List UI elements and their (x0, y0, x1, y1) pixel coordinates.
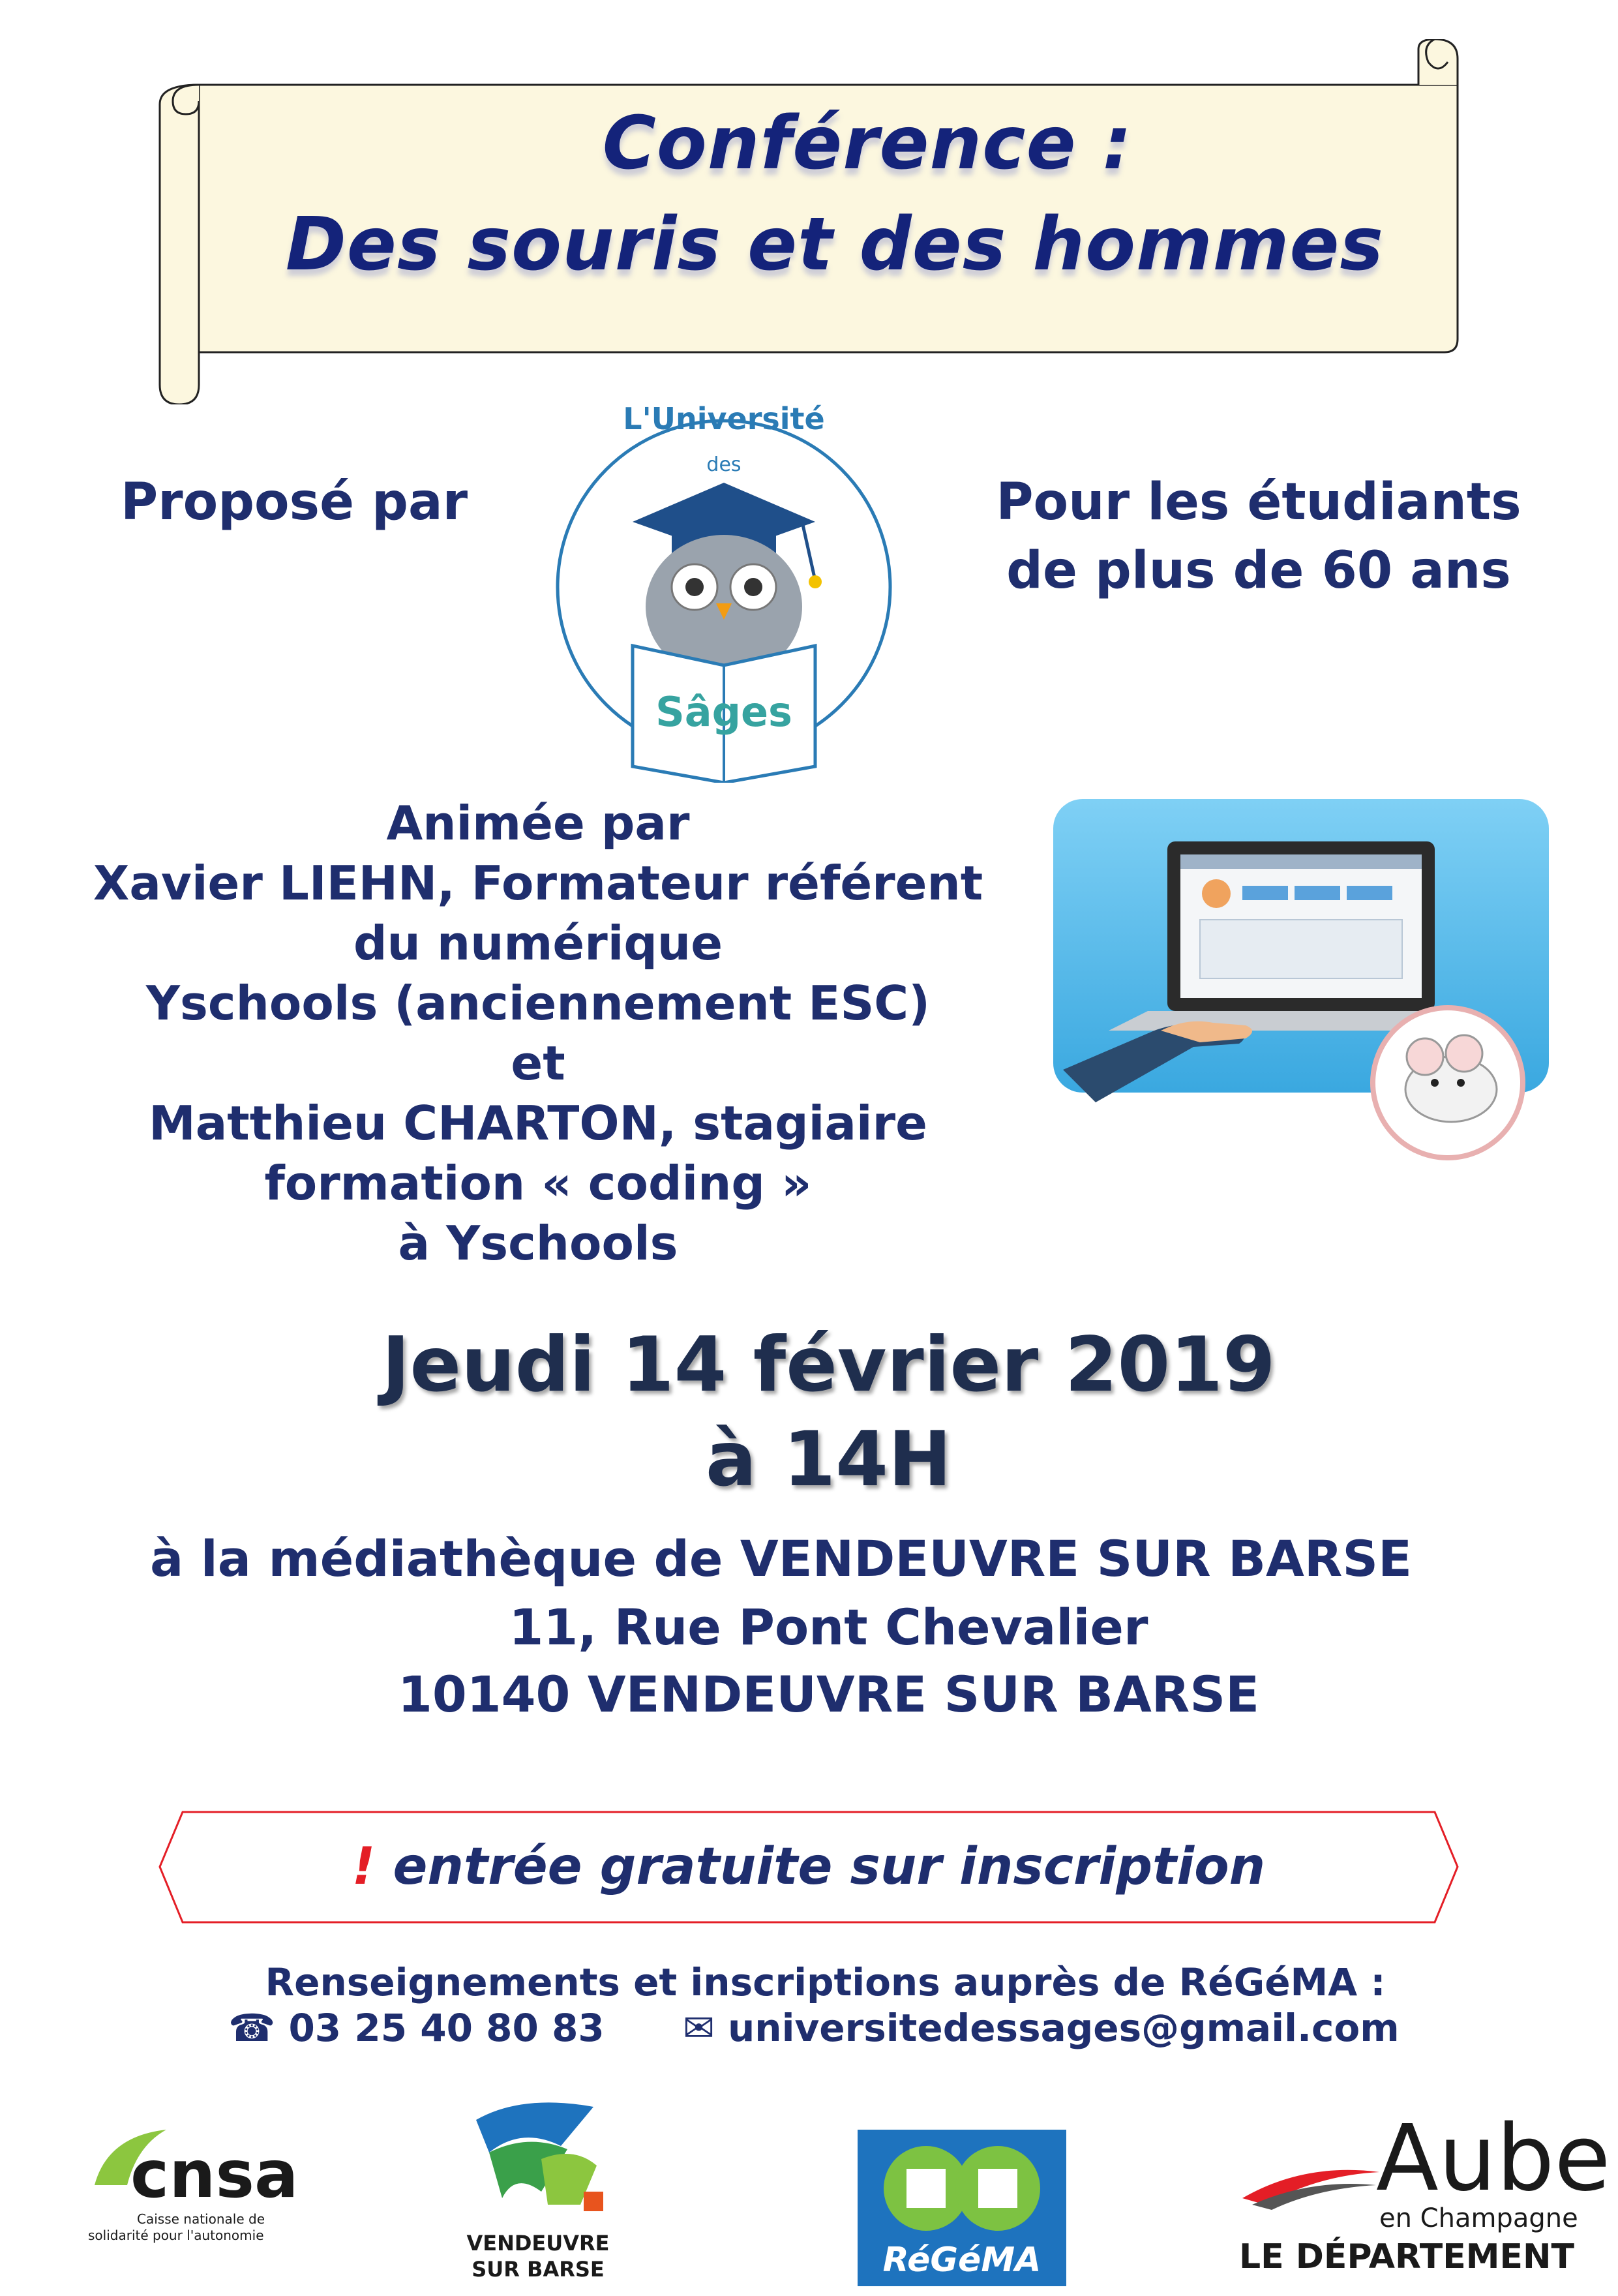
contact-details (228, 2006, 1402, 2050)
aube-name: Aube (1376, 2106, 1611, 2212)
audience-line1: Pour les étudiants (996, 473, 1521, 532)
hosts-line-7: formation « coding » (264, 1156, 812, 1211)
laptop-mouse-illustration (1050, 796, 1552, 1161)
vendeuvre-line2: SUR BARSE (472, 2257, 605, 2282)
hosts-line-3: du numérique (353, 916, 723, 971)
vendeuvre-line1: VENDEUVRE (466, 2231, 610, 2256)
banner-title-line1: Conférence : (602, 101, 1133, 186)
aube-logo (1239, 2106, 1611, 2289)
audience-line2: de plus de 60 ans (1006, 541, 1511, 600)
contact-heading: Renseignements et inscriptions auprès de RéGéMA : (265, 1960, 1386, 2004)
regema-name: RéGéMA (882, 2241, 1041, 2280)
vendeuvre-logo (463, 2094, 613, 2289)
universite-des-sages-logo (541, 391, 906, 783)
phone-number[interactable]: 03 25 40 80 83 (288, 2006, 605, 2050)
venue-line1: à la médiathèque de VENDEUVRE SUR BARSE (150, 1530, 1413, 1588)
regema-puzzle-icon (858, 2130, 1066, 2241)
cnsa-tagline-2: solidarité pour l'autonomie (88, 2228, 264, 2243)
regema-logo (858, 2130, 1066, 2286)
hosts-line-4: Yschools (anciennement ESC) (145, 976, 931, 1031)
cnsa-tagline-1: Caisse nationale de (137, 2211, 265, 2227)
event-date: Jeudi 14 février 2019 (382, 1321, 1276, 1409)
notice-text-line (157, 1837, 1461, 1896)
free-entry-notice (157, 1810, 1461, 1924)
title-banner (147, 39, 1471, 404)
laptop-mouse-icon (1050, 796, 1552, 1161)
envelope-icon: ✉ (683, 2006, 715, 2050)
proposed-by-label: Proposé par (121, 473, 468, 532)
hosts-line-2: Xavier LIEHN, Formateur référent (93, 856, 983, 911)
vendeuvre-emblem-icon (463, 2094, 613, 2224)
logo-des-text: des (706, 453, 742, 476)
hosts-block (65, 796, 1011, 1276)
phone-icon: ☎ (228, 2006, 276, 2050)
cnsa-logo (88, 2123, 299, 2247)
venue-line3: 10140 VENDEUVRE SUR BARSE (398, 1665, 1259, 1723)
hosts-line-6: Matthieu CHARTON, stagiaire (149, 1096, 927, 1151)
cnsa-name: cnsa (130, 2136, 299, 2213)
email-address[interactable]: universitedessages@gmail.com (728, 2006, 1400, 2050)
banner-title-line2: Des souris et des hommes (285, 202, 1385, 287)
notice-exclamation: ! (352, 1837, 376, 1896)
logo-arc-text: L'Université (623, 401, 825, 436)
venue-line2: 11, Rue Pont Chevalier (509, 1598, 1148, 1656)
event-time: à 14H (705, 1415, 952, 1503)
hosts-line-8: à Yschools (398, 1216, 678, 1271)
hosts-line-5: et (511, 1036, 565, 1091)
logo-sages-text: Sâges (655, 688, 792, 736)
hosts-line-1: Animée par (386, 796, 690, 851)
aube-swoosh-icon (1239, 2159, 1383, 2211)
aube-dept: LE DÉPARTEMENT (1239, 2237, 1574, 2276)
notice-text: entrée gratuite sur inscription (375, 1837, 1266, 1896)
aube-sub: en Champagne (1379, 2203, 1578, 2233)
